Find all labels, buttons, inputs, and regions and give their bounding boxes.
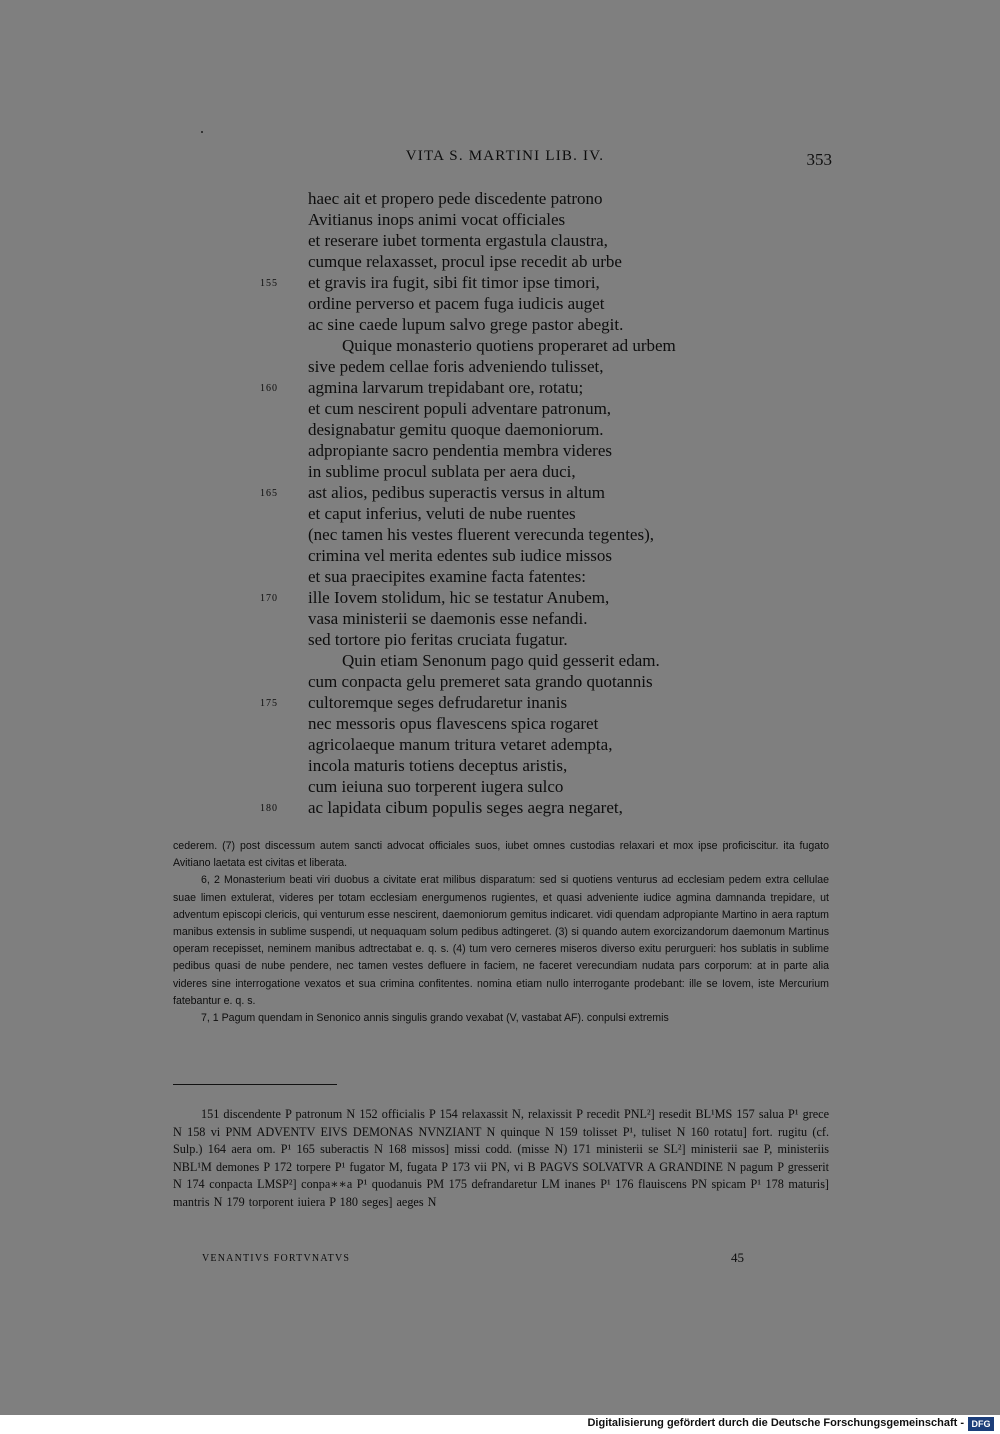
verse-line: sive pedem cellae foris adveniendo tulisset,: [308, 357, 604, 376]
prose-summary: [173, 838, 829, 1027]
verse-line: et caput inferius, veluti de nube ruentes: [308, 504, 576, 523]
verse-line: crimina vel merita edentes sub iudice missos: [308, 546, 613, 565]
verse-line: haec ait et propero pede discedente patrono: [308, 189, 603, 208]
verse-line: et reserare iubet tormenta ergastula claustra,: [308, 231, 608, 250]
page-number: 353: [806, 150, 832, 169]
prose-paragraph: 6, 2 Monasterium beati viri duobus a civitate erat milibus disparatum: sed si quotiens venturus ad ecclesiam pedem extra cellulae suae limen extulerat, videres per totam ecclesiam energumenos rugientes, et quasi adveniente iudice agmina damnanda trepidare, ut adventum episcopi clericis, qui venturum esse nescirent, daemoniorum gemitus indicaret. vidi quendam adpropiante Martino in aera raptum manibus extensis in sublime suspendi, ut nequaquam solum pedibus adtingeret. (3) si quando autem exorcizandorum daemonum Martinus operam recepisset, neminem manibus adtrectabat e. q. s. (4) tum vero cerneres miseros diverso exitu perurgueri: hos sublatis in sublime pedibus quasi de nube pendere, nec tamen vestes defluere in faciem, ne faceret verecundiam nudata pars corporum: at in parte alia videres sine interrogatione vexatos et sua crimina confitentes. nomina etiam nullo interrogante prodebant: ille se Iovem, iste Mercurium fatebantur e. q. s.: [173, 874, 829, 1007]
running-title: VITA S. MARTINI LIB. IV.: [405, 148, 605, 164]
prose-paragraph: 7, 1 Pagum quendam in Senonico annis singulis grando vexabat (V, vastabat AF). conpulsi extremis: [201, 1012, 669, 1025]
verse-line: cum ieiuna suo torperent iugera sulco: [308, 777, 564, 796]
sheet-signature: VENANTIVS FORTVNATVS: [202, 1253, 351, 1264]
verse-line: et sua praecipites examine facta fatentes:: [308, 567, 586, 586]
apparatus-text: 151 discendente P patronum N 152 officialis P 154 relaxassit N, relaxissit P recedit PNL²] resedit BL¹MS 157 salua P¹ grece N 158 vi PNM ADVENTV EIVS DEMONAS NVNZIANT N quinque N 159 tolisset P¹, tuliset N 160 rotatu] fort. rugitu (cf. Sulp.) 164 aera om. P¹ 165 suberactis N 168 missos] missi codd. (misse N) 171 ministerii se SL²] ministerii sae P, ministeriis NBL¹M demones P 172 torpere P¹ fugator M, fugata P 173 vii PN, vi B PAGVS SOLVATVR A GRANDINE N pagum P gresserit N 174 conpacta LMSP²] conpa∗∗a P¹ quodanuis PM 175 defrandaretur LM inanes P¹ 176 flauiscens PN spicam P¹ 178 maturis] mantris N 179 torporent iuiera P 180 seges] aeges N: [173, 1107, 829, 1209]
verse-line: agmina larvarum trepidabant ore, rotatu;: [308, 378, 584, 397]
verse-line: incola maturis totiens deceptus aristis,: [308, 756, 568, 775]
footer-credit: Digitalisierung gefördert durch die Deutsche Forschungsgemeinschaft -: [587, 1417, 964, 1429]
verse-line: in sublime procul sublata per aera duci,: [308, 462, 576, 481]
digitization-footer: [0, 1415, 1000, 1434]
verse-line: Quin etiam Senonum pago quid gesserit edam.: [342, 651, 660, 670]
verse-line: ac lapidata cibum populis seges aegra negaret,: [308, 798, 623, 817]
verse-line: nec messoris opus flavescens spica rogaret: [308, 714, 599, 733]
verse-line: cum conpacta gelu premeret sata grando quotannis: [308, 672, 653, 691]
verse-line: sed tortore pio feritas cruciata fugatur.: [308, 630, 568, 649]
line-number: 180: [260, 803, 278, 814]
verse-line: designabatur gemitu quoque daemoniorum.: [308, 420, 604, 439]
verse-line: et cum nescirent populi adventare patronum,: [308, 399, 612, 418]
verse-line: ast alios, pedibus superactis versus in altum: [308, 483, 605, 502]
margin-mark: [201, 131, 203, 133]
footnote-rule: [173, 1084, 337, 1085]
critical-apparatus: [173, 1106, 829, 1212]
line-number: 155: [260, 278, 278, 289]
line-number: 165: [260, 488, 278, 499]
line-number: 160: [260, 383, 278, 394]
verse-line: Avitianus inops animi vocat officiales: [308, 210, 566, 229]
line-number: 175: [260, 698, 278, 709]
verse-line: ille Iovem stolidum, hic se testatur Anubem,: [308, 588, 610, 607]
dfg-logo: DFG: [968, 1417, 994, 1431]
verse-line: cultoremque seges defrudaretur inanis: [308, 693, 568, 712]
sheet-number: 45: [731, 1250, 744, 1265]
verse-line: agricolaeque manum tritura vetaret adempta,: [308, 735, 613, 754]
verse-line: vasa ministerii se daemonis esse nefandi.: [308, 609, 588, 628]
verse-line: (nec tamen his vestes fluerent verecunda tegentes),: [308, 525, 654, 544]
verse-line: et gravis ira fugit, sibi fit timor ipse timori,: [308, 273, 600, 292]
verse-line: Quique monasterio quotiens properaret ad urbem: [342, 336, 676, 355]
line-number: 170: [260, 593, 278, 604]
verse-line: cumque relaxasset, procul ipse recedit ab urbe: [308, 252, 622, 271]
verse-line: ac sine caede lupum salvo grege pastor abegit.: [308, 315, 624, 334]
verse-block: [308, 188, 676, 818]
prose-paragraph: cederem. (7) post discessum autem sancti advocat officiales suos, iubet omnes custodias relaxari et mox ipse proficiscitur. ita fugato Avitiano laetata est civitas et liberata.: [173, 840, 829, 870]
verse-line: adpropiante sacro pendentia membra videres: [308, 441, 612, 460]
verse-line: ordine perverso et pacem fuga iudicis auget: [308, 294, 605, 313]
